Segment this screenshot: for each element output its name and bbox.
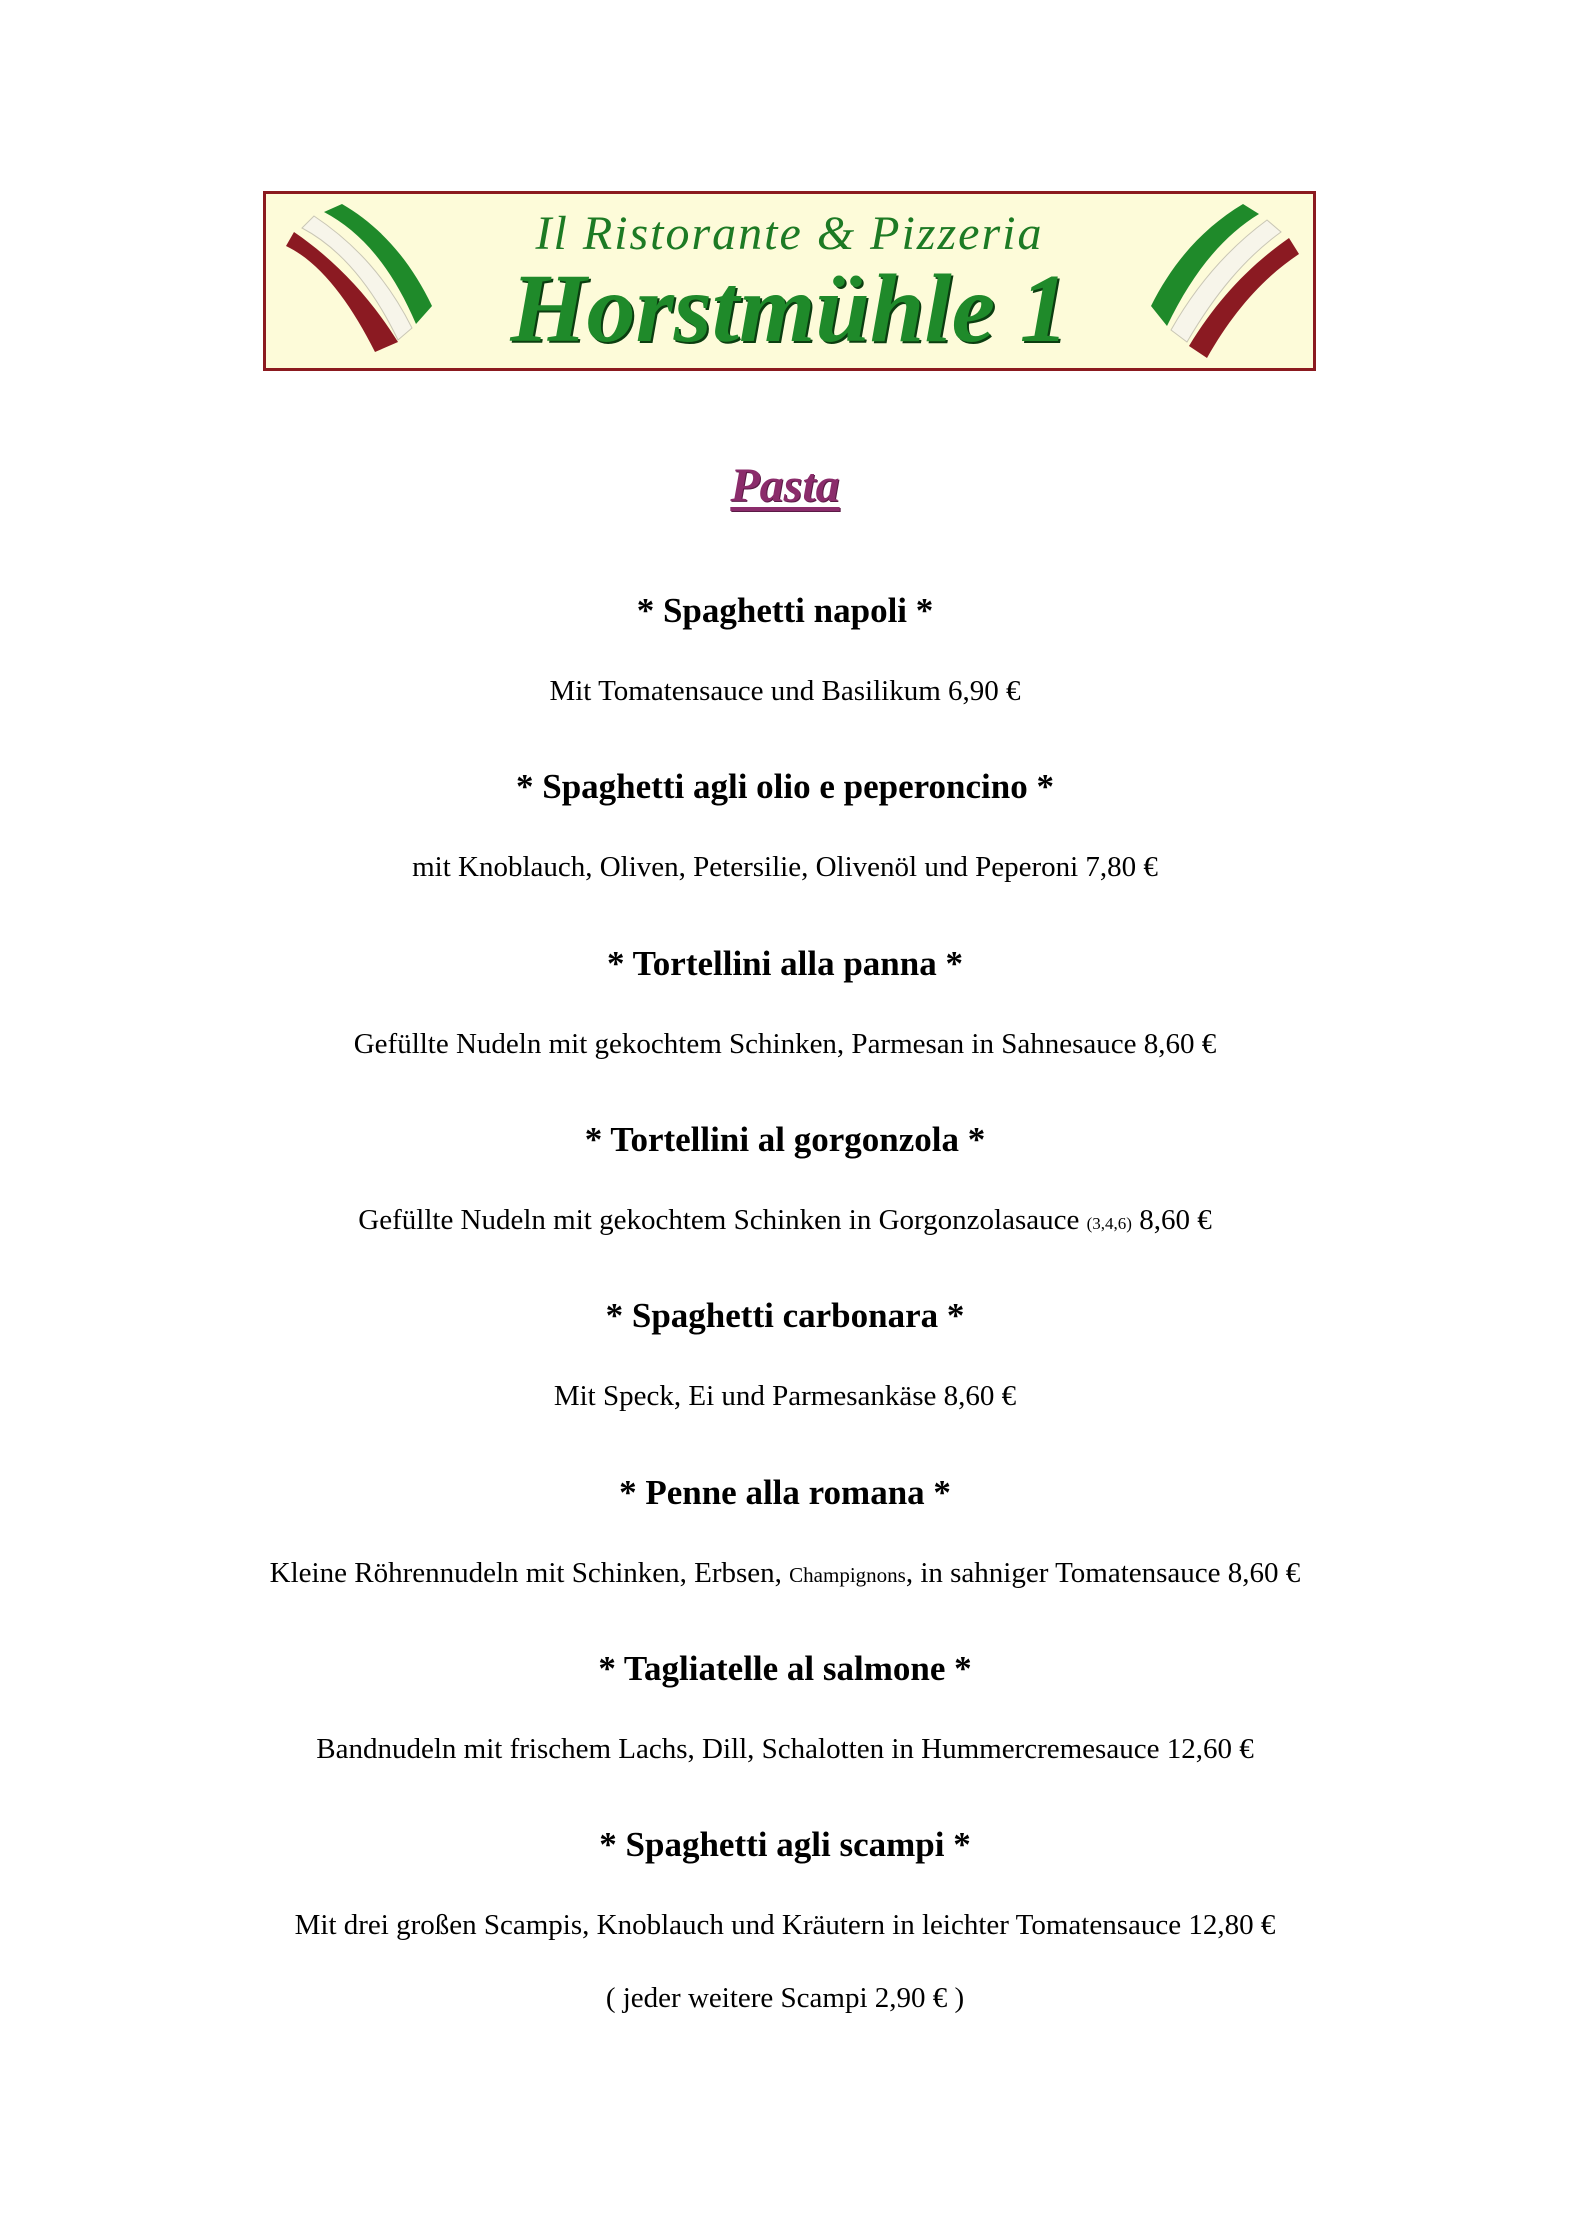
dish-description-text: Kleine Röhrennudeln mit Schinken, Erbsen, (269, 1557, 782, 1589)
dish-name: * Spaghetti agli olio e peperoncino * (516, 767, 1054, 806)
dish-name: * Tortellini al gorgonzola * (584, 1120, 986, 1159)
dish-name: * Spaghetti carbonara * (605, 1296, 965, 1335)
dish-name: * Spaghetti napoli * (636, 591, 934, 630)
dish-name: * Penne alla romana * (619, 1473, 951, 1512)
dish-extra-note: ( jeder weitere Scampi 2,90 € ) (605, 1982, 965, 2014)
dish-description: Mit drei großen Scampis, Knoblauch und Kräutern in leichter Tomatensauce 12,80 € (294, 1909, 1276, 1941)
dish-description-tail: , in sahniger Tomatensauce 8,60 € (905, 1557, 1301, 1589)
dish-description-text: Gefüllte Nudeln mit gekochtem Schinken in Gorgonzolasauce (358, 1204, 1080, 1236)
banner-title: Horstmühle 1 (510, 255, 1069, 363)
restaurant-banner (263, 191, 1316, 371)
dish-description: Mit Speck, Ei und Parmesankäse 8,60 € (553, 1380, 1017, 1412)
dish-description: Gefüllte Nudeln mit gekochtem Schinken, Parmesan in Sahnesauce 8,60 € (353, 1028, 1217, 1060)
dish-name: * Spaghetti agli scampi * (599, 1825, 971, 1864)
dish-description (0, 1557, 1570, 1590)
dish-description (0, 1204, 1570, 1237)
dish-description: mit Knoblauch, Oliven, Petersilie, Olivenöl und Peperoni 7,80 € (412, 851, 1158, 883)
dish-ingredient-note: Champignons (789, 1563, 906, 1587)
dish-description: Bandnudeln mit frischem Lachs, Dill, Schalotten in Hummercremesauce 12,60 € (316, 1733, 1254, 1765)
banner-subtitle: Il Ristorante & Pizzeria (535, 207, 1044, 260)
dish-description: Mit Tomatensauce und Basilikum 6,90 € (549, 675, 1021, 707)
dish-price: 8,60 € (1139, 1204, 1212, 1236)
dish-name: * Tortellini alla panna * (607, 944, 963, 983)
allergen-note: (3,4,6) (1086, 1214, 1132, 1233)
dish-name: * Tagliatelle al salmone * (598, 1649, 972, 1688)
section-title: Pasta (730, 459, 840, 512)
